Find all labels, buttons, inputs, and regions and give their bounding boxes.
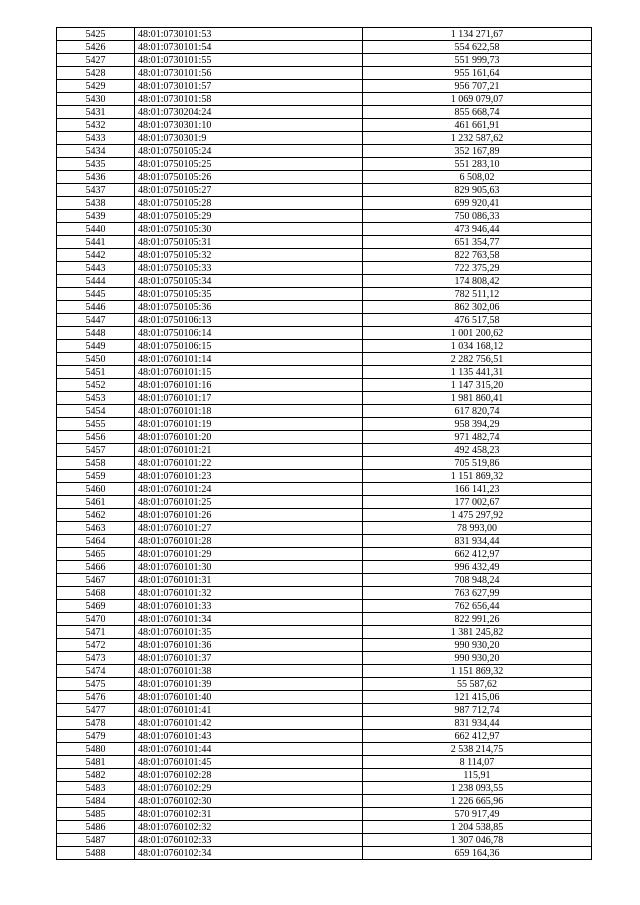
table-row (57, 80, 592, 93)
table-row (57, 600, 592, 613)
row-number-cell: 5450 (57, 353, 135, 366)
table-row (57, 678, 592, 691)
row-number-cell: 5454 (57, 405, 135, 418)
cadastral-value-cell: 476 517,58 (363, 314, 592, 327)
row-number-cell: 5455 (57, 418, 135, 431)
table-row (57, 249, 592, 262)
table-row (57, 223, 592, 236)
table-row (57, 587, 592, 600)
cadastral-value-cell: 461 661,91 (363, 119, 592, 132)
row-number-cell: 5442 (57, 249, 135, 262)
cadastral-number-cell: 48:01:0730101:53 (135, 28, 363, 41)
cadastral-number-cell: 48:01:0760101:25 (135, 496, 363, 509)
cadastral-value-cell: 831 934,44 (363, 717, 592, 730)
row-number-cell: 5426 (57, 41, 135, 54)
row-number-cell: 5488 (57, 847, 135, 860)
table-row (57, 665, 592, 678)
table-row (57, 171, 592, 184)
row-number-cell: 5477 (57, 704, 135, 717)
cadastral-value-cell: 955 161,64 (363, 67, 592, 80)
cadastral-number-cell: 48:01:0760101:45 (135, 756, 363, 769)
table-row (57, 522, 592, 535)
row-number-cell: 5436 (57, 171, 135, 184)
row-number-cell: 5438 (57, 197, 135, 210)
row-number-cell: 5435 (57, 158, 135, 171)
cadastral-value-cell: 55 587,62 (363, 678, 592, 691)
table-row (57, 288, 592, 301)
cadastral-number-cell: 48:01:0760101:17 (135, 392, 363, 405)
table-row (57, 41, 592, 54)
row-number-cell: 5441 (57, 236, 135, 249)
table-row (57, 132, 592, 145)
row-number-cell: 5479 (57, 730, 135, 743)
cadastral-value-cell: 996 432,49 (363, 561, 592, 574)
table-row (57, 756, 592, 769)
table-row (57, 808, 592, 821)
row-number-cell: 5459 (57, 470, 135, 483)
cadastral-number-cell: 48:01:0730101:55 (135, 54, 363, 67)
table-row (57, 93, 592, 106)
cadastral-number-cell: 48:01:0730204:24 (135, 106, 363, 119)
row-number-cell: 5474 (57, 665, 135, 678)
table-row (57, 821, 592, 834)
table-row (57, 54, 592, 67)
cadastral-number-cell: 48:01:0760101:43 (135, 730, 363, 743)
row-number-cell: 5440 (57, 223, 135, 236)
cadastral-value-cell: 166 141,23 (363, 483, 592, 496)
row-number-cell: 5478 (57, 717, 135, 730)
table-row (57, 769, 592, 782)
table-row (57, 405, 592, 418)
row-number-cell: 5431 (57, 106, 135, 119)
table-row (57, 704, 592, 717)
cadastral-value-cell: 855 668,74 (363, 106, 592, 119)
cadastral-value-cell: 1 151 869,32 (363, 665, 592, 678)
cadastral-value-cell: 570 917,49 (363, 808, 592, 821)
row-number-cell: 5472 (57, 639, 135, 652)
row-number-cell: 5485 (57, 808, 135, 821)
cadastral-value-cell: 1 001 200,62 (363, 327, 592, 340)
cadastral-value-cell: 750 086,33 (363, 210, 592, 223)
row-number-cell: 5434 (57, 145, 135, 158)
cadastral-number-cell: 48:01:0760101:33 (135, 600, 363, 613)
cadastral-value-cell: 1 226 665,96 (363, 795, 592, 808)
row-number-cell: 5447 (57, 314, 135, 327)
row-number-cell: 5481 (57, 756, 135, 769)
cadastral-value-cell: 2 538 214,75 (363, 743, 592, 756)
table-row (57, 340, 592, 353)
cadastral-value-cell: 651 354,77 (363, 236, 592, 249)
cadastral-value-cell: 708 948,24 (363, 574, 592, 587)
cadastral-value-cell: 352 167,89 (363, 145, 592, 158)
cadastral-value-cell: 705 519,86 (363, 457, 592, 470)
row-number-cell: 5473 (57, 652, 135, 665)
cadastral-value-cell: 6 508,02 (363, 171, 592, 184)
cadastral-value-cell: 659 164,36 (363, 847, 592, 860)
cadastral-number-cell: 48:01:0760102:32 (135, 821, 363, 834)
cadastral-value-cell: 492 458,23 (363, 444, 592, 457)
row-number-cell: 5470 (57, 613, 135, 626)
row-number-cell: 5432 (57, 119, 135, 132)
cadastral-number-cell: 48:01:0760101:31 (135, 574, 363, 587)
cadastral-value-cell: 862 302,06 (363, 301, 592, 314)
table-body (57, 28, 592, 860)
table-row (57, 28, 592, 41)
table-row (57, 574, 592, 587)
table-row (57, 730, 592, 743)
row-number-cell: 5475 (57, 678, 135, 691)
cadastral-number-cell: 48:01:0750105:34 (135, 275, 363, 288)
cadastral-number-cell: 48:01:0760101:36 (135, 639, 363, 652)
cadastral-number-cell: 48:01:0760101:29 (135, 548, 363, 561)
row-number-cell: 5437 (57, 184, 135, 197)
cadastral-value-cell: 1 135 441,31 (363, 366, 592, 379)
table-row (57, 158, 592, 171)
table-row (57, 210, 592, 223)
cadastral-number-cell: 48:01:0750106:15 (135, 340, 363, 353)
cadastral-value-cell: 782 511,12 (363, 288, 592, 301)
table-row (57, 67, 592, 80)
table-row (57, 366, 592, 379)
row-number-cell: 5439 (57, 210, 135, 223)
cadastral-value-cell: 1 307 046,78 (363, 834, 592, 847)
table-row (57, 691, 592, 704)
table-row (57, 795, 592, 808)
cadastral-number-cell: 48:01:0730301:10 (135, 119, 363, 132)
cadastral-value-cell: 2 282 756,51 (363, 353, 592, 366)
cadastral-value-cell: 1 475 297,92 (363, 509, 592, 522)
cadastral-value-cell: 662 412,97 (363, 548, 592, 561)
cadastral-number-cell: 48:01:0760101:30 (135, 561, 363, 574)
row-number-cell: 5448 (57, 327, 135, 340)
cadastral-number-cell: 48:01:0750105:30 (135, 223, 363, 236)
row-number-cell: 5468 (57, 587, 135, 600)
row-number-cell: 5487 (57, 834, 135, 847)
cadastral-value-cell: 1 069 079,07 (363, 93, 592, 106)
cadastral-number-cell: 48:01:0750105:35 (135, 288, 363, 301)
cadastral-number-cell: 48:01:0760101:39 (135, 678, 363, 691)
cadastral-value-cell: 174 808,42 (363, 275, 592, 288)
cadastral-number-cell: 48:01:0760101:19 (135, 418, 363, 431)
table-row (57, 834, 592, 847)
cadastral-number-cell: 48:01:0760101:37 (135, 652, 363, 665)
cadastral-number-cell: 48:01:0760101:26 (135, 509, 363, 522)
table-row (57, 275, 592, 288)
table-row (57, 301, 592, 314)
cadastral-number-cell: 48:01:0760101:44 (135, 743, 363, 756)
table-row (57, 535, 592, 548)
cadastral-number-cell: 48:01:0760101:27 (135, 522, 363, 535)
cadastral-number-cell: 48:01:0760102:33 (135, 834, 363, 847)
row-number-cell: 5483 (57, 782, 135, 795)
cadastral-value-cell: 762 656,44 (363, 600, 592, 613)
cadastral-value-cell: 971 482,74 (363, 431, 592, 444)
table-row (57, 262, 592, 275)
cadastral-value-table (56, 27, 592, 860)
cadastral-number-cell: 48:01:0730101:54 (135, 41, 363, 54)
cadastral-value-cell: 956 707,21 (363, 80, 592, 93)
row-number-cell: 5430 (57, 93, 135, 106)
table-row (57, 314, 592, 327)
table-row (57, 470, 592, 483)
cadastral-number-cell: 48:01:0760101:28 (135, 535, 363, 548)
cadastral-value-cell: 1 981 860,41 (363, 392, 592, 405)
row-number-cell: 5425 (57, 28, 135, 41)
row-number-cell: 5471 (57, 626, 135, 639)
cadastral-number-cell: 48:01:0760101:18 (135, 405, 363, 418)
row-number-cell: 5457 (57, 444, 135, 457)
cadastral-value-cell: 177 002,67 (363, 496, 592, 509)
table-row (57, 652, 592, 665)
table-row (57, 106, 592, 119)
cadastral-value-cell: 990 930,20 (363, 639, 592, 652)
table-row (57, 392, 592, 405)
cadastral-value-cell: 1 147 315,20 (363, 379, 592, 392)
cadastral-number-cell: 48:01:0750105:29 (135, 210, 363, 223)
row-number-cell: 5449 (57, 340, 135, 353)
row-number-cell: 5453 (57, 392, 135, 405)
row-number-cell: 5482 (57, 769, 135, 782)
row-number-cell: 5443 (57, 262, 135, 275)
cadastral-value-cell: 822 763,58 (363, 249, 592, 262)
row-number-cell: 5463 (57, 522, 135, 535)
cadastral-value-cell: 1 034 168,12 (363, 340, 592, 353)
cadastral-number-cell: 48:01:0760101:34 (135, 613, 363, 626)
cadastral-number-cell: 48:01:0750105:26 (135, 171, 363, 184)
table-row (57, 379, 592, 392)
cadastral-number-cell: 48:01:0760101:14 (135, 353, 363, 366)
row-number-cell: 5460 (57, 483, 135, 496)
row-number-cell: 5462 (57, 509, 135, 522)
cadastral-number-cell: 48:01:0750106:14 (135, 327, 363, 340)
cadastral-value-cell: 1 204 538,85 (363, 821, 592, 834)
row-number-cell: 5486 (57, 821, 135, 834)
row-number-cell: 5452 (57, 379, 135, 392)
row-number-cell: 5444 (57, 275, 135, 288)
table-row (57, 197, 592, 210)
table-row (57, 119, 592, 132)
table-row (57, 353, 592, 366)
cadastral-value-cell: 987 712,74 (363, 704, 592, 717)
table-row (57, 613, 592, 626)
cadastral-number-cell: 48:01:0760101:38 (135, 665, 363, 678)
cadastral-number-cell: 48:01:0750105:25 (135, 158, 363, 171)
cadastral-number-cell: 48:01:0750105:27 (135, 184, 363, 197)
table-row (57, 483, 592, 496)
row-number-cell: 5428 (57, 67, 135, 80)
cadastral-value-cell: 722 375,29 (363, 262, 592, 275)
cadastral-value-cell: 617 820,74 (363, 405, 592, 418)
cadastral-value-cell: 662 412,97 (363, 730, 592, 743)
cadastral-value-cell: 763 627,99 (363, 587, 592, 600)
cadastral-value-cell: 1 238 093,55 (363, 782, 592, 795)
cadastral-number-cell: 48:01:0750105:36 (135, 301, 363, 314)
cadastral-number-cell: 48:01:0750105:24 (135, 145, 363, 158)
table-row (57, 444, 592, 457)
row-number-cell: 5467 (57, 574, 135, 587)
cadastral-value-cell: 121 415,06 (363, 691, 592, 704)
row-number-cell: 5433 (57, 132, 135, 145)
table-row (57, 548, 592, 561)
cadastral-number-cell: 48:01:0750106:13 (135, 314, 363, 327)
row-number-cell: 5480 (57, 743, 135, 756)
row-number-cell: 5461 (57, 496, 135, 509)
cadastral-number-cell: 48:01:0760102:29 (135, 782, 363, 795)
cadastral-value-cell: 958 394,29 (363, 418, 592, 431)
table-row (57, 457, 592, 470)
row-number-cell: 5446 (57, 301, 135, 314)
table-row (57, 418, 592, 431)
row-number-cell: 5445 (57, 288, 135, 301)
table-row (57, 431, 592, 444)
row-number-cell: 5465 (57, 548, 135, 561)
cadastral-value-cell: 554 622,58 (363, 41, 592, 54)
cadastral-value-cell: 831 934,44 (363, 535, 592, 548)
cadastral-value-cell: 1 232 587,62 (363, 132, 592, 145)
cadastral-value-cell: 551 999,73 (363, 54, 592, 67)
cadastral-number-cell: 48:01:0730101:56 (135, 67, 363, 80)
cadastral-number-cell: 48:01:0760101:15 (135, 366, 363, 379)
cadastral-number-cell: 48:01:0760101:20 (135, 431, 363, 444)
cadastral-number-cell: 48:01:0760101:42 (135, 717, 363, 730)
cadastral-value-cell: 78 993,00 (363, 522, 592, 535)
cadastral-value-cell: 551 283,10 (363, 158, 592, 171)
cadastral-number-cell: 48:01:0760101:16 (135, 379, 363, 392)
table-row (57, 561, 592, 574)
cadastral-number-cell: 48:01:0750105:31 (135, 236, 363, 249)
cadastral-number-cell: 48:01:0760101:35 (135, 626, 363, 639)
table-row (57, 184, 592, 197)
cadastral-value-cell: 1 134 271,67 (363, 28, 592, 41)
cadastral-number-cell: 48:01:0760101:23 (135, 470, 363, 483)
row-number-cell: 5469 (57, 600, 135, 613)
table-row (57, 327, 592, 340)
cadastral-number-cell: 48:01:0730301:9 (135, 132, 363, 145)
table-row (57, 509, 592, 522)
table-row (57, 782, 592, 795)
cadastral-number-cell: 48:01:0760102:28 (135, 769, 363, 782)
cadastral-number-cell: 48:01:0730101:58 (135, 93, 363, 106)
row-number-cell: 5427 (57, 54, 135, 67)
cadastral-number-cell: 48:01:0760101:22 (135, 457, 363, 470)
cadastral-number-cell: 48:01:0750105:33 (135, 262, 363, 275)
row-number-cell: 5476 (57, 691, 135, 704)
cadastral-number-cell: 48:01:0730101:57 (135, 80, 363, 93)
cadastral-value-cell: 990 930,20 (363, 652, 592, 665)
cadastral-number-cell: 48:01:0750105:32 (135, 249, 363, 262)
table-row (57, 145, 592, 158)
cadastral-number-cell: 48:01:0760101:21 (135, 444, 363, 457)
row-number-cell: 5456 (57, 431, 135, 444)
row-number-cell: 5484 (57, 795, 135, 808)
cadastral-number-cell: 48:01:0760101:32 (135, 587, 363, 600)
cadastral-number-cell: 48:01:0750105:28 (135, 197, 363, 210)
cadastral-value-cell: 115,91 (363, 769, 592, 782)
row-number-cell: 5464 (57, 535, 135, 548)
row-number-cell: 5458 (57, 457, 135, 470)
cadastral-number-cell: 48:01:0760101:40 (135, 691, 363, 704)
cadastral-value-cell: 1 381 245,82 (363, 626, 592, 639)
table-row (57, 743, 592, 756)
cadastral-number-cell: 48:01:0760101:24 (135, 483, 363, 496)
cadastral-value-cell: 829 905,63 (363, 184, 592, 197)
table-row (57, 639, 592, 652)
table-row (57, 626, 592, 639)
row-number-cell: 5429 (57, 80, 135, 93)
cadastral-number-cell: 48:01:0760101:41 (135, 704, 363, 717)
cadastral-value-cell: 8 114,07 (363, 756, 592, 769)
cadastral-value-cell: 822 991,26 (363, 613, 592, 626)
row-number-cell: 5451 (57, 366, 135, 379)
table-row (57, 496, 592, 509)
cadastral-number-cell: 48:01:0760102:31 (135, 808, 363, 821)
cadastral-number-cell: 48:01:0760102:30 (135, 795, 363, 808)
table-row (57, 717, 592, 730)
cadastral-value-cell: 473 946,44 (363, 223, 592, 236)
table-row (57, 236, 592, 249)
table-row (57, 847, 592, 860)
cadastral-value-cell: 1 151 869,32 (363, 470, 592, 483)
cadastral-number-cell: 48:01:0760102:34 (135, 847, 363, 860)
cadastral-value-cell: 699 920,41 (363, 197, 592, 210)
row-number-cell: 5466 (57, 561, 135, 574)
